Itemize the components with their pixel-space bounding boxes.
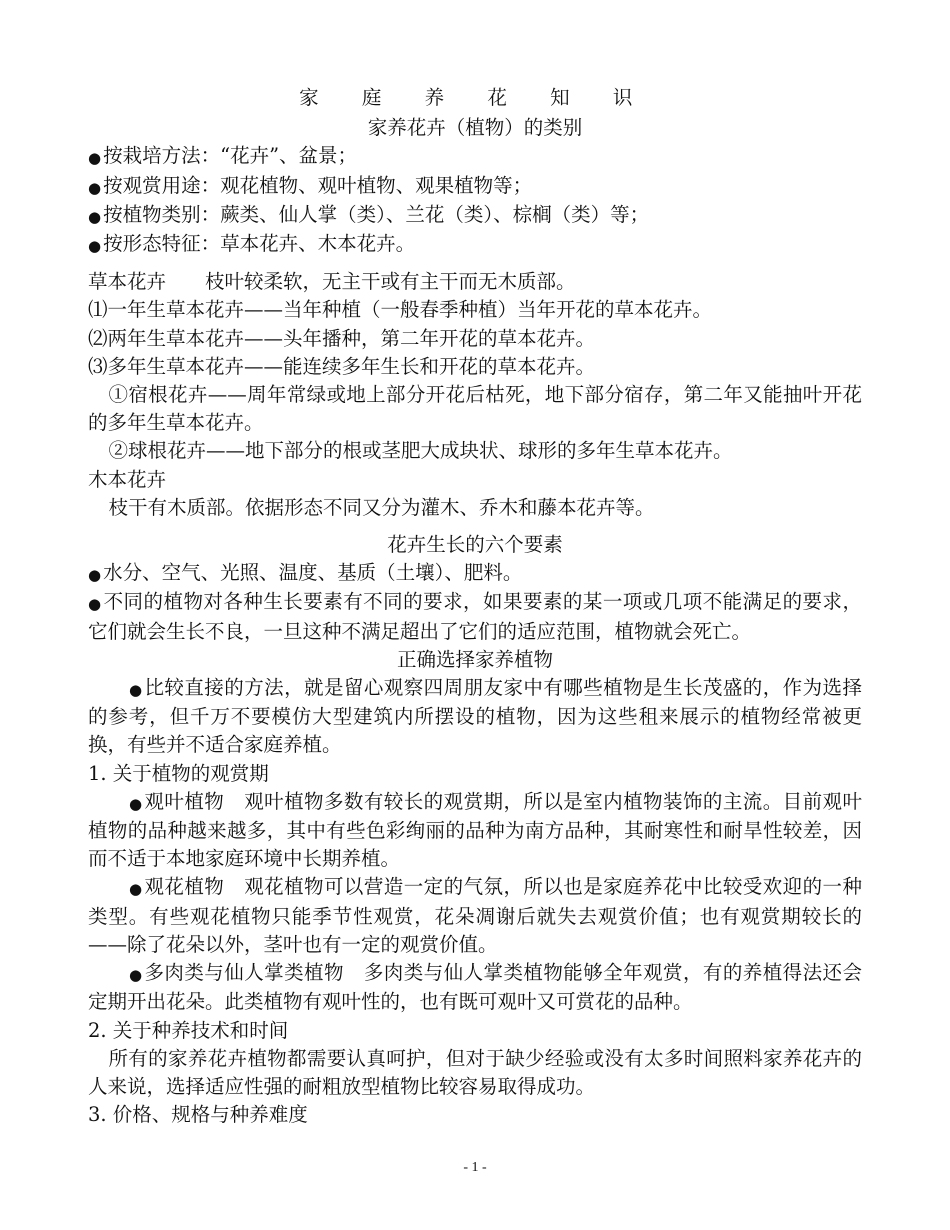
bullet-icon: ● [88,149,102,168]
document-page [88,84,862,1129]
herb-item: ⑵两年生草本花卉——头年播种，第二年开花的草本花卉。 [88,326,596,350]
bullet-icon: ● [88,207,102,226]
bullet-item: ● 按植物类别：蕨类、仙人掌（类）、兰花（类）、棕榈（类）等； [88,201,862,230]
subheading: 3. 价格、规格与种养难度 [88,1103,308,1127]
page-title: 家 庭 养 花 知 识 [299,86,651,109]
bullet-icon: ● [88,566,102,585]
bullet-icon: ● [88,237,102,256]
paragraph: 所有的家养花卉植物都需要认真呵护，但对于缺少经验或没有太多时间照料家养花卉的人来说，选择适应性强的耐粗放型植物比较容易取得成功。 [88,1046,862,1098]
section-heading-categories: 家养花卉（植物）的类别 [367,116,583,140]
subheading: 1. 关于植物的观赏期 [88,761,269,785]
herb-subitem: ②球根花卉——地下部分的根或茎肥大成块状、球形的多年生草本花卉。 [108,439,733,463]
bullet-icon: ● [128,681,143,700]
subheading: 2. 关于种养技术和时间 [88,1018,289,1042]
bullet-item: ● 水分、空气、光照、温度、基质（土壤）、肥料。 [88,559,862,588]
bullet-item: ● 不同的植物对各种生长要素有不同的要求，如果要素的某一项或几项不能满足的要求，它们就会生长不良，一旦这种不满足超出了它们的适应范围，植物就会死亡。 [88,590,862,643]
woody-heading: 木本花卉 [88,467,167,491]
page-number: - 1 - [463,1160,487,1175]
bullet-icon: ● [88,178,102,197]
bullet-item: ● 观叶植物 观叶植物多数有较长的观赏期，所以是室内植物装饰的主流。目前观叶植物的品种越来越多，其中有些色彩绚丽的品种为南方品种，其耐寒性和耐旱性较差，因而不适于本地家庭环境中长期养植。 [88,789,862,871]
bullet-icon: ● [128,880,143,899]
herb-subitem: ①宿根花卉——周年常绿或地上部分开花后枯死，地下部分宿存，第二年又能抽叶开花的多年生草本花卉。 [88,383,862,435]
bullet-item: ● 比较直接的方法，就是留心观察四周朋友家中有哪些植物是生长茂盛的，作为选择的参考，但千万不要模仿大型建筑内所摆设的植物，因为这些租来展示的植物经常被更换，有些并不适合家庭养植。 [88,676,862,757]
section-heading-elements: 花卉生长的六个要素 [387,533,563,557]
bullet-icon: ● [128,966,143,985]
section-heading-selection: 正确选择家养植物 [396,647,553,671]
bullet-item: ● 观花植物 观花植物可以营造一定的气氛，所以也是家庭养花中比较受欢迎的一种类型。有些观花植物只能季节性观赏，花朵凋谢后就失去观赏价值；也有观赏期较长的——除了花朵以外，茎叶也有一定的观赏价值。 [88,875,862,956]
bullet-icon: ● [128,794,143,813]
bullet-item: ● 按观赏用途：观花植物、观叶植物、观果植物等； [88,172,862,201]
herb-item: ⑴一年生草本花卉——当年种植（一般春季种植）当年开花的草本花卉。 [88,298,713,322]
bullet-item: ● 多肉类与仙人掌类植物 多肉类与仙人掌类植物能够全年观赏，有的养植得法还会定期开出花朵。此类植物有观叶性的，也有既可观叶又可赏花的品种。 [88,961,862,1014]
herb-item: ⑶多年生草本花卉——能连续多年生长和开花的草本花卉。 [88,354,596,378]
bullet-item: ● 按栽培方法：“花卉”、盆景； [88,142,862,171]
herb-definition: 草本花卉 枝叶较柔软，无主干或有主干而无木质部。 [88,270,576,294]
bullet-icon: ● [88,595,102,614]
woody-text: 枝干有木质部。依据形态不同又分为灌木、乔木和藤本花卉等。 [108,495,655,519]
bullet-item: ● 按形态特征：草本花卉、木本花卉。 [88,230,862,259]
